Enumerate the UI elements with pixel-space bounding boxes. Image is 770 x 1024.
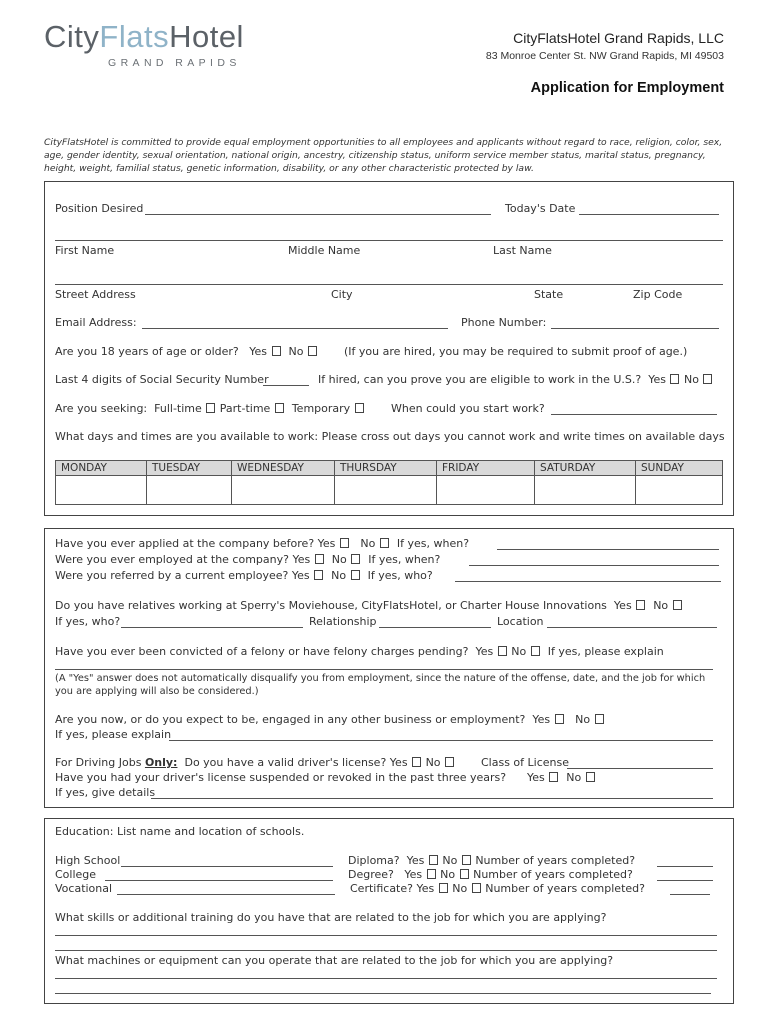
certificate-no-checkbox[interactable]: [472, 883, 481, 893]
availability-cell-saturday[interactable]: [535, 476, 636, 505]
license-yes-checkbox[interactable]: [412, 757, 421, 767]
suspended-no-checkbox[interactable]: [586, 772, 595, 782]
name-field[interactable]: [55, 240, 723, 241]
applied-no-checkbox[interactable]: [380, 538, 389, 548]
relationship-label: Relationship: [309, 615, 377, 628]
felony-yes-checkbox[interactable]: [498, 646, 507, 656]
relatives-question: Do you have relatives working at Sperry's Moviehouse, CityFlatsHotel, or Charter House Innovations Yes No: [55, 599, 683, 612]
machines-question: What machines or equipment can you operate that are related to the job for which you are applying?: [55, 954, 614, 967]
age-note: (If you are hired, you may be required to submit proof of age.): [344, 345, 688, 358]
age-yes-checkbox[interactable]: [272, 346, 281, 356]
college-years-field[interactable]: [657, 880, 713, 881]
location-label: Location: [497, 615, 544, 628]
logo-wordmark: CityFlatsHotel: [44, 19, 244, 54]
skills-answer-line-1[interactable]: [55, 935, 717, 936]
seeking-question: Are you seeking: Full-time Part-time Temporary: [55, 402, 365, 415]
business-no-checkbox[interactable]: [595, 714, 604, 724]
hotel-logo: [44, 20, 244, 69]
personal-info-section: [44, 181, 734, 516]
license-class-field[interactable]: [567, 768, 713, 769]
position-desired-label: Position Desired: [55, 202, 144, 215]
middle-name-label: Middle Name: [288, 244, 361, 257]
availability-cell-sunday[interactable]: [636, 476, 723, 505]
college-label: College: [55, 868, 97, 881]
license-suspended-question: Have you had your driver's license suspended or revoked in the past three years?: [55, 771, 507, 784]
day-header-friday: FRIDAY: [437, 461, 535, 476]
felony-disclaimer: (A "Yes" answer does not automatically disqualify you from employment, since the nature of the offense, date, and the job for which you are applying will also be considered.): [55, 673, 706, 697]
high-school-years-field[interactable]: [657, 866, 713, 867]
relatives-no-checkbox[interactable]: [673, 600, 682, 610]
email-field[interactable]: [142, 328, 448, 329]
other-business-question: Are you now, or do you expect to be, engaged in any other business or employment? Yes No: [55, 713, 605, 726]
start-date-field[interactable]: [551, 414, 717, 415]
day-header-tuesday: TUESDAY: [147, 461, 232, 476]
history-section: [44, 528, 734, 808]
details-label: If yes, give details: [55, 786, 156, 799]
degree-question: Degree? Yes No Number of years completed?: [348, 868, 633, 881]
referred-no-checkbox[interactable]: [351, 570, 360, 580]
ssn-field[interactable]: [263, 385, 309, 386]
street-address-label: Street Address: [55, 288, 136, 301]
driving-license-question: For Driving Jobs Only: Do you have a valid driver's license? Yes No: [55, 756, 455, 769]
referred-yes-checkbox[interactable]: [314, 570, 323, 580]
age-no-checkbox[interactable]: [308, 346, 317, 356]
todays-date-field[interactable]: [579, 214, 719, 215]
business-yes-checkbox[interactable]: [555, 714, 564, 724]
city-label: City: [331, 288, 353, 301]
day-header-saturday: SATURDAY: [535, 461, 636, 476]
degree-yes-checkbox[interactable]: [427, 869, 436, 879]
part-time-checkbox[interactable]: [275, 403, 284, 413]
availability-cell-thursday[interactable]: [335, 476, 437, 505]
high-school-label: High School: [55, 854, 121, 867]
applied-yes-checkbox[interactable]: [340, 538, 349, 548]
applied-when-field[interactable]: [497, 549, 719, 550]
availability-cell-wednesday[interactable]: [232, 476, 335, 505]
business-explain-field[interactable]: [169, 740, 713, 741]
day-header-thursday: THURSDAY: [335, 461, 437, 476]
availability-instructions: What days and times are you available to work: Please cross out days you cannot work and write times on available days: [55, 430, 725, 443]
start-date-label: When could you start work?: [391, 402, 545, 415]
employed-no-checkbox[interactable]: [351, 554, 360, 564]
day-header-monday: MONDAY: [56, 461, 147, 476]
day-header-wednesday: WEDNESDAY: [232, 461, 335, 476]
employed-when-field[interactable]: [469, 565, 719, 566]
eligible-yes-checkbox[interactable]: [670, 374, 679, 384]
availability-cell-tuesday[interactable]: [147, 476, 232, 505]
suspended-options: Yes No: [527, 771, 596, 784]
felony-no-checkbox[interactable]: [531, 646, 540, 656]
eeo-statement: CityFlatsHotel is committed to provide equal employment opportunities to all employees and applicants without regard to race, religion, color, sex, age, gender identity, sexual orientation, national origin, ancestry, citizenship status, uniform service member status, marital status, pregnancy, height, weight, familial status, genetic information, disability, or any other characteristic protected by law.: [44, 137, 723, 174]
document-title: Application for Employment: [530, 80, 724, 96]
education-instructions: Education: List name and location of schools.: [55, 825, 305, 838]
state-label: State: [534, 288, 564, 301]
last-name-label: Last Name: [493, 244, 552, 257]
company-address: 83 Monroe Center St. NW Grand Rapids, MI 49503: [485, 50, 724, 62]
diploma-no-checkbox[interactable]: [462, 855, 471, 865]
details-field[interactable]: [151, 798, 713, 799]
availability-cell-monday[interactable]: [56, 476, 147, 505]
certificate-question: Certificate? Yes No Number of years completed?: [350, 882, 645, 895]
first-name-label: First Name: [55, 244, 115, 257]
phone-field[interactable]: [551, 328, 719, 329]
work-eligibility-question: If hired, can you prove you are eligible to work in the U.S.? Yes No: [318, 373, 713, 386]
full-time-checkbox[interactable]: [206, 403, 215, 413]
certificate-yes-checkbox[interactable]: [439, 883, 448, 893]
education-section: [44, 818, 734, 1004]
suspended-yes-checkbox[interactable]: [549, 772, 558, 782]
logo-subtitle: GRAND RAPIDS: [108, 57, 241, 69]
ssn-label: Last 4 digits of Social Security Number: [55, 373, 269, 386]
position-desired-field[interactable]: [145, 214, 491, 215]
company-name: CityFlatsHotel Grand Rapids, LLC: [513, 30, 724, 46]
diploma-yes-checkbox[interactable]: [429, 855, 438, 865]
temporary-checkbox[interactable]: [355, 403, 364, 413]
relatives-who-field[interactable]: [121, 627, 303, 628]
college-field[interactable]: [105, 880, 333, 881]
skills-question: What skills or additional training do you have that are related to the job for which you are applying?: [55, 911, 607, 924]
availability-cell-friday[interactable]: [437, 476, 535, 505]
applied-before-question: Have you ever applied at the company before? Yes No If yes, when?: [55, 537, 470, 550]
machines-answer-line-2[interactable]: [55, 993, 711, 994]
referred-who-field[interactable]: [455, 581, 721, 582]
skills-answer-line-2[interactable]: [55, 950, 717, 951]
license-class-label: Class of License: [481, 756, 570, 769]
age-question: Are you 18 years of age or older? Yes No: [55, 345, 318, 358]
relatives-yes-checkbox[interactable]: [636, 600, 645, 610]
relatives-who-label: If yes, who?: [55, 615, 121, 628]
phone-label: Phone Number:: [461, 316, 547, 329]
high-school-field[interactable]: [121, 866, 333, 867]
vocational-years-field[interactable]: [670, 894, 710, 895]
felony-explain-field[interactable]: [55, 669, 713, 670]
diploma-question: Diploma? Yes No Number of years completed?: [348, 854, 636, 867]
degree-no-checkbox[interactable]: [460, 869, 469, 879]
location-field[interactable]: [547, 627, 717, 628]
employed-before-question: Were you ever employed at the company? Yes No If yes, when?: [55, 553, 441, 566]
day-header-sunday: SUNDAY: [636, 461, 723, 476]
email-label: Email Address:: [55, 316, 137, 329]
vocational-label: Vocational: [55, 882, 113, 895]
business-explain-label: If yes, please explain: [55, 728, 172, 741]
address-field[interactable]: [55, 284, 723, 285]
vocational-field[interactable]: [117, 894, 335, 895]
zip-code-label: Zip Code: [633, 288, 683, 301]
todays-date-label: Today's Date: [505, 202, 576, 215]
machines-answer-line-1[interactable]: [55, 978, 717, 979]
availability-table: [55, 460, 723, 505]
referred-question: Were you referred by a current employee? Yes No If yes, who?: [55, 569, 433, 582]
felony-question: Have you ever been convicted of a felony or have felony charges pending? Yes No If yes, please explain: [55, 645, 664, 658]
employed-yes-checkbox[interactable]: [315, 554, 324, 564]
relationship-field[interactable]: [379, 627, 491, 628]
license-no-checkbox[interactable]: [445, 757, 454, 767]
eligible-no-checkbox[interactable]: [703, 374, 712, 384]
